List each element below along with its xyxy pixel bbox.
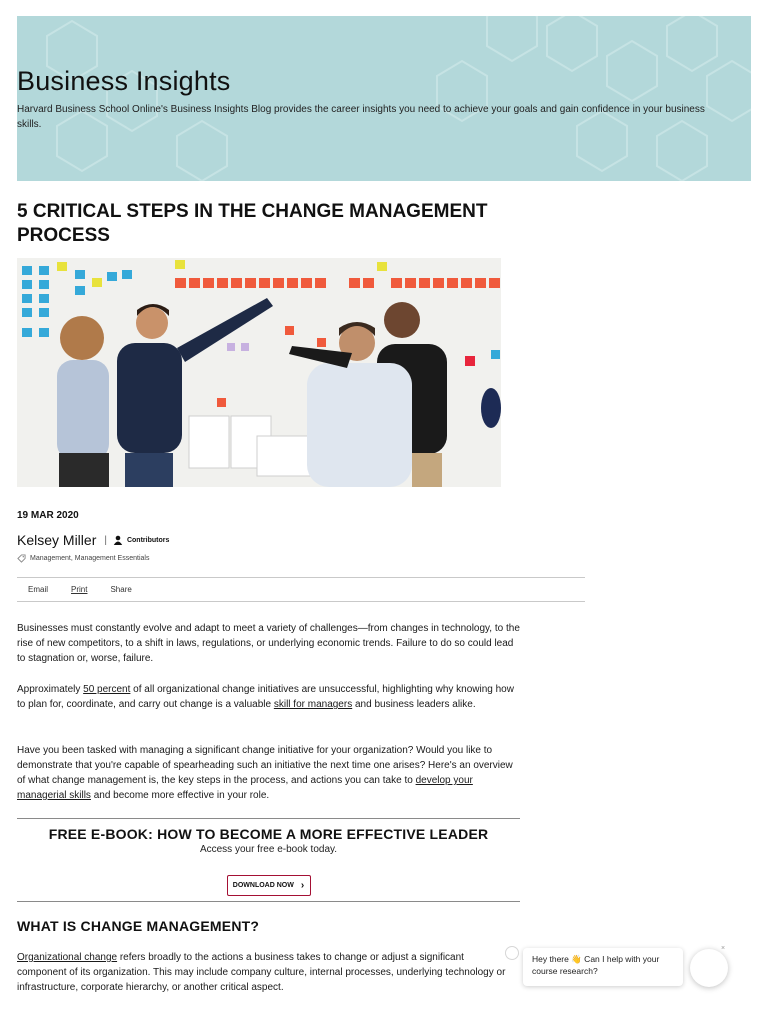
p4-text-after: refers broadly to the actions a business takes to change or adjust a significant component of its organization. This may include company culture, internal processes, underlying technology or infrastructure, corporate hierarchy, or another critical aspect. <box>17 952 506 993</box>
p2-text-after: and business leaders alike. <box>352 699 476 710</box>
tags-row <box>17 554 149 563</box>
p2-text-middle: of all organizational change initiatives are unsuccessful, highlighting why knowing how to plan for, coordinate, and carry out change is a valuable <box>17 684 514 710</box>
chat-launcher-button[interactable] <box>690 949 728 987</box>
paragraph-statistics <box>17 682 522 712</box>
contributors-link[interactable]: Contributors <box>126 536 170 544</box>
chat-dismiss-dot[interactable] <box>505 946 519 960</box>
ebook-cta <box>17 818 520 902</box>
section-heading: WHAT IS CHANGE MANAGEMENT? <box>17 918 260 934</box>
share-bar <box>17 577 585 602</box>
p3-text-after: and become more effective in your role. <box>90 790 270 801</box>
hero-title: Business Insights <box>17 66 231 96</box>
develop-managerial-skills-link[interactable]: develop your managerial skills <box>17 775 473 801</box>
chat-message-bubble[interactable] <box>523 948 683 986</box>
hero-banner <box>17 16 751 181</box>
wave-icon: 👋 <box>571 954 582 964</box>
author-row <box>17 531 169 549</box>
person-icon <box>113 535 123 545</box>
organizational-change-link[interactable]: Organizational change <box>17 952 118 963</box>
chevron-right-icon: › <box>300 880 305 891</box>
paragraph-intro: Businesses must constantly evolve and adapt to meet a variety of challenges—from changes in technology, to the rise of new competitors, to a shift in laws, regulations, or underlying economic trends. Failure to do so could lead to stagnation or, worse, failure. <box>17 623 520 664</box>
print-link[interactable]: Print <box>71 585 88 594</box>
paragraph-overview <box>17 743 522 803</box>
article-hero-image <box>17 258 501 487</box>
team-whiteboard-illustration <box>17 258 501 487</box>
publish-date: 19 MAR 2020 <box>17 510 79 521</box>
p2-text-before: Approximately <box>17 684 84 695</box>
fifty-percent-link[interactable]: 50 percent <box>83 684 131 695</box>
paragraph-definition <box>17 950 512 995</box>
tags-links[interactable]: Management, Management Essentials <box>30 555 150 562</box>
ebook-subtitle: Access your free e-book today. <box>199 844 338 855</box>
ebook-title: FREE E-BOOK: HOW TO BECOME A MORE EFFECTIVE LEADER <box>48 826 489 842</box>
download-now-button[interactable] <box>227 875 311 896</box>
download-now-label: DOWNLOAD NOW <box>232 882 294 889</box>
chat-message-before: Hey there <box>532 954 572 964</box>
author-name[interactable]: Kelsey Miller <box>17 532 97 548</box>
hero-description: Harvard Business School Online's Business Insights Blog provides the career insights you need to achieve your goals and gain confidence in your business skills. <box>17 104 705 130</box>
hex-pattern <box>17 16 751 181</box>
close-icon[interactable]: × <box>721 945 726 952</box>
skill-for-managers-link[interactable]: skill for managers <box>273 699 353 710</box>
share-link[interactable]: Share <box>110 585 132 594</box>
article-title: 5 CRITICAL STEPS IN THE CHANGE MANAGEMENT PROCESS <box>17 201 488 246</box>
p3-text-before: Have you been tasked with managing a significant change initiative for your organization? Would you like to demonstrate that you're capable of spearheading such an initiative the next time one arises? Here's an overview of what change management is, the key steps in the process, and actions you can take to <box>17 745 513 786</box>
email-link[interactable]: Email <box>28 585 49 594</box>
chat-message-after: Can I help with your course research? <box>532 954 660 976</box>
author-separator: | <box>104 534 107 546</box>
tag-icon <box>17 554 26 563</box>
